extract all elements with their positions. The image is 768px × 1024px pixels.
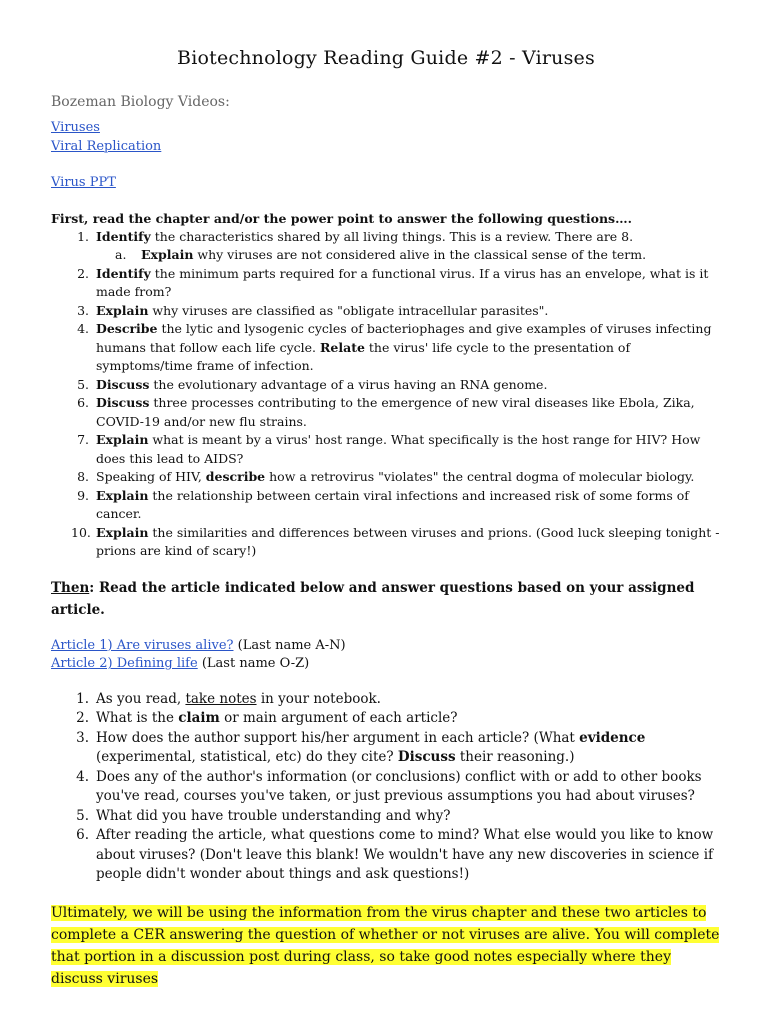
list-item: 8. Speaking of HIV, describe how a retrovirus "violates" the central dogma of molecular biology. [77,469,695,484]
article-2-link[interactable]: Article 2) Defining life [51,656,198,671]
list-item: 1. Identify the characteristics shared by all living things. This is a review. There are 8. [77,228,634,244]
list-item: 3. How does the author support his/her argument in each article? (What evidence (experimental, statistical, etc) do they cite? Discuss their reasoning.) [76,729,646,765]
list-item: a. Explain why viruses are not considered alive in the classical sense of the term. [115,247,647,262]
list-item: 5. What did you have trouble understanding and why? [76,807,451,824]
list-item: 6. After reading the article, what questions come to mind? What else would you like to know about viruses? (Don't leave this blank! We wouldn't have any new discoveries in science if people didn't wonder about things and ask questions!) [76,827,714,882]
list-item: 6. Discuss three processes contributing to the emergence of new viral diseases like Ebola, Zika, COVID-19 and/or new flu strains. [77,395,695,429]
list-item: 1. As you read, take notes in your notebook. [76,690,381,707]
article-questions-list [51,690,721,885]
article-instructions: Then: Read the article indicated below and answer questions based on your assigned article. [51,579,695,618]
video-links [51,119,721,156]
article-line: Article 2) Defining life (Last name O-Z) [51,656,310,671]
list-item: 4. Describe the lytic and lysogenic cycles of bacteriophages and give examples of viruses infecting humans that follow each life cycle. Relate the virus' life cycle to the presentation of symptoms/time frame of infection. [77,321,712,373]
list-item: 5. Discuss the evolutionary advantage of a virus having an RNA genome. [77,376,548,392]
article-links [51,637,721,674]
list-item: 4. Does any of the author's information (or conclusions) conflict with or add to other books you've read, courses you've taken, or just previous assumptions you had about viruses? [76,768,702,804]
article-line: Article 1) Are viruses alive? (Last name A-N) [51,637,346,653]
list-item: 10. Explain the similarities and differences between viruses and prions. (Good luck sleeping tonight - prions are kind of scary!) [71,524,720,558]
video-section-heading: Bozeman Biology Videos: [51,94,230,110]
list-item: 2. Identify the minimum parts required for a functional virus. If a virus has an envelope, what is it made from? [77,265,709,299]
instructions-intro: First, read the chapter and/or the power point to answer the following questions…. [51,210,632,226]
highlighted-note [51,902,721,990]
highlight-text: Ultimately, we will be using the information from the virus chapter and these two articles to complete a CER answering the question of whether or not viruses are alive. You will complete that portion in a discussion post during class, so take good notes especially where they discuss viruses [51,904,720,987]
article-1-link[interactable]: Article 1) Are viruses alive? [51,637,234,653]
chapter-questions-list-continued [51,265,721,561]
chapter-questions-list [51,228,721,247]
page-title: Biotechnology Reading Guide #2 - Viruses [177,47,595,69]
list-item: 7. Explain what is meant by a virus' host range. What specifically is the host range for HIV? How does this lead to AIDS? [77,432,701,466]
document-page [51,44,721,990]
sub-question-list [51,246,721,265]
list-item: 2. What is the claim or main argument of each article? [76,710,458,726]
list-item: 9. Explain the relationship between certain viral infections and increased risk of some forms of cancer. [77,487,689,521]
viral-replication-video-link[interactable]: Viral Replication [51,138,162,154]
virus-ppt-link[interactable]: Virus PPT [51,175,116,190]
list-item: 3. Explain why viruses are classified as "obligate intracellular parasites". [77,302,549,318]
viruses-video-link[interactable]: Viruses [51,120,100,135]
